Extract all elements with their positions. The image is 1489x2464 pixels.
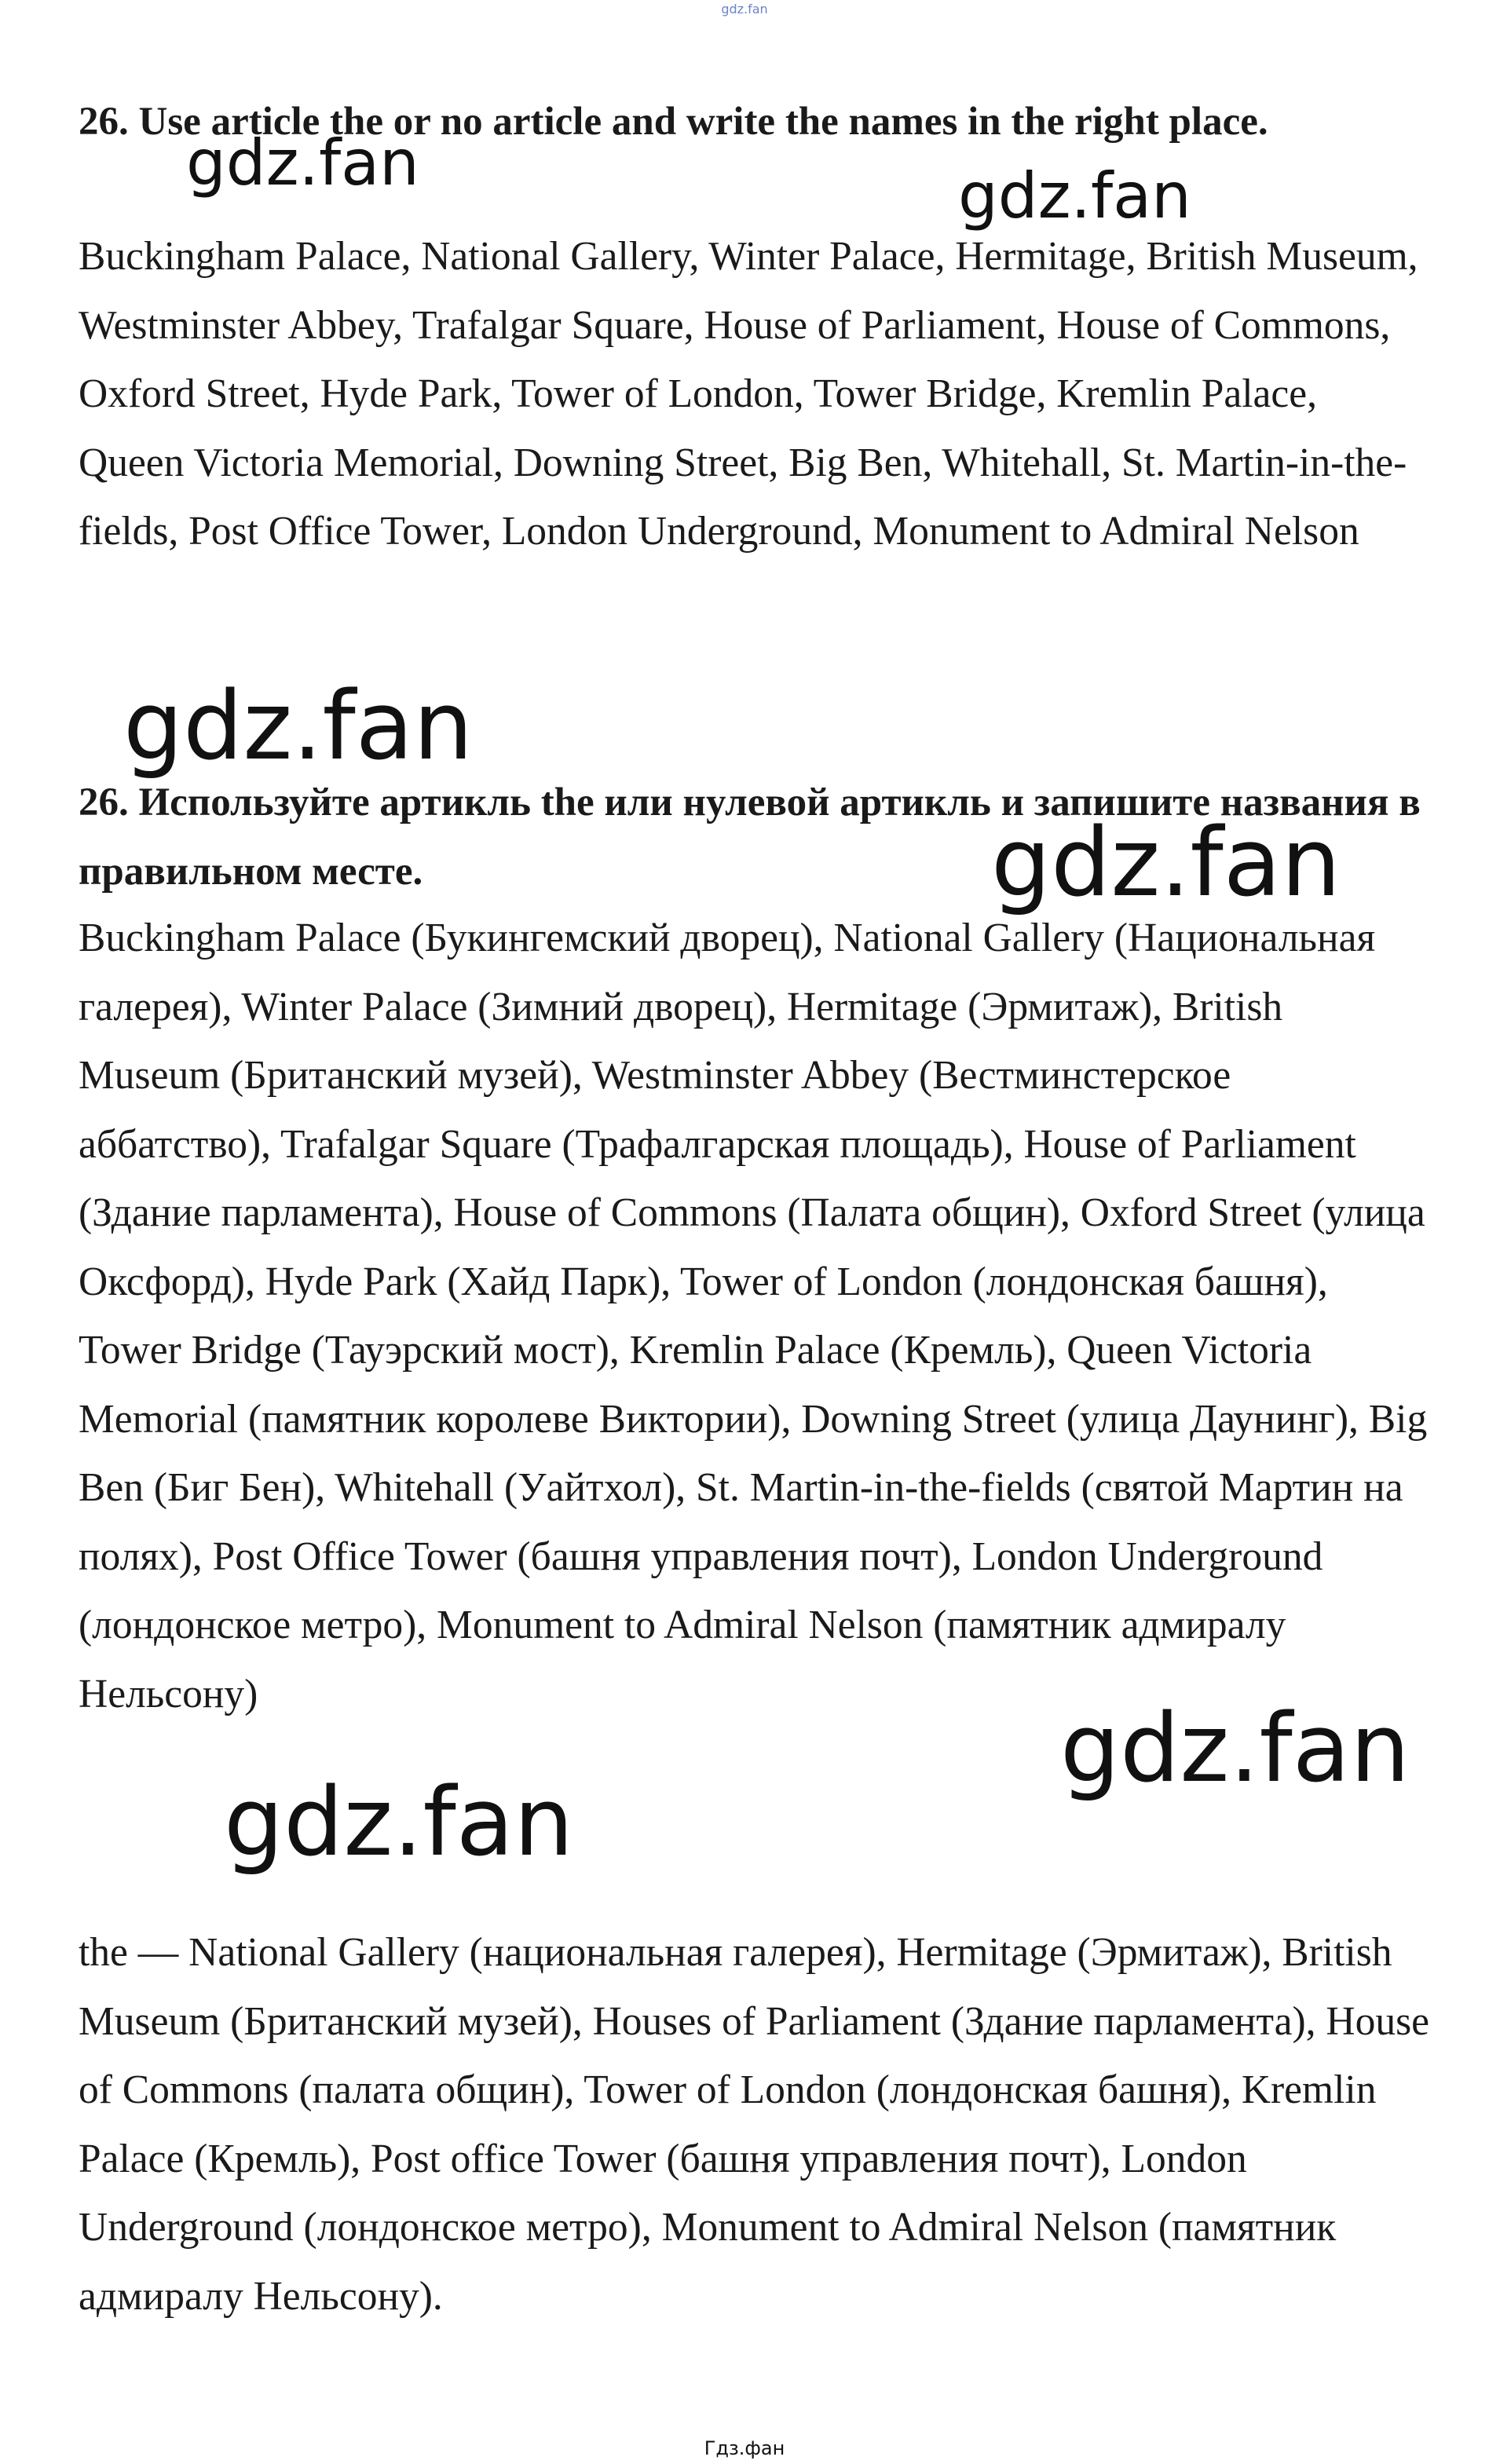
footer-watermark: Гдз.фан xyxy=(704,2437,785,2459)
watermark: gdz.fan xyxy=(224,1768,574,1877)
watermark: gdz.fan xyxy=(991,809,1341,918)
task-body-ru: Buckingham Palace (Букингемский дворец), National Gallery (Национальная галерея), Winter Palace (Зимний дворец), Hermitage (Эрмитаж), British Museum (Британский музей), Westminster Abbey (Вестминстерское аббатство), Trafalgar Square (Трафалгарская площадь), House of Parliament (Здание парламента), House of Commons (Палата общин), Oxford Street (улица Оксфорд), Hyde Park (Хайд Парк), Tower of London (лондонская башня), Tower Bridge (Тауэрский мост), Kremlin Palace (Кремль), Queen Victoria Memorial (памятник королеве Виктории), Downing Street (улица Даунинг), Big Ben (Биг Бен), Whitehall (Уайтхол), St. Martin-in-the-fields (святой Мартин на полях), Post Office Tower (башня управления почт), London Underground (лондонское метро), Monument to Admiral Nelson (памятник адмиралу Нельсону) xyxy=(79,916,1428,1716)
task-body-en: Buckingham Palace, National Gallery, Winter Palace, Hermitage, British Museum, Westminster Abbey, Trafalgar Square, House of Parliament, House of Commons, Oxford Street, Hyde Park, Tower of London, Tower Bridge, Kremlin Palace, Queen Victoria Memorial, Downing Street, Big Ben, Whitehall, St. Martin-in-the-fields, Post Office Tower, London Underground, Monument to Admiral Nelson xyxy=(79,234,1418,554)
watermark: gdz.fan xyxy=(958,159,1191,232)
header-watermark: gdz.fan xyxy=(721,2,768,16)
task-heading-en: 26. Use article the or no article and write the names in the right place. xyxy=(79,100,1268,144)
watermark: gdz.fan xyxy=(123,672,474,781)
task-heading-ru: 26. Используйте артикль the или нулевой артикль и запишите названия в правильном месте. xyxy=(79,781,1421,894)
watermark: gdz.fan xyxy=(186,126,419,199)
answer-body: the — National Gallery (национальная галерея), Hermitage (Эрмитаж), British Museum (Британский музей), Houses of Parliament (Здание парламента), House of Commons (палата общин), Tower of London (лондонская башня), Kremlin Palace (Кремль), Post office Tower (башня управления почт), London Underground (лондонское метро), Monument to Admiral Nelson (памятник адмиралу Нельсону). xyxy=(79,1930,1429,2319)
watermark: gdz.fan xyxy=(1060,1694,1410,1804)
